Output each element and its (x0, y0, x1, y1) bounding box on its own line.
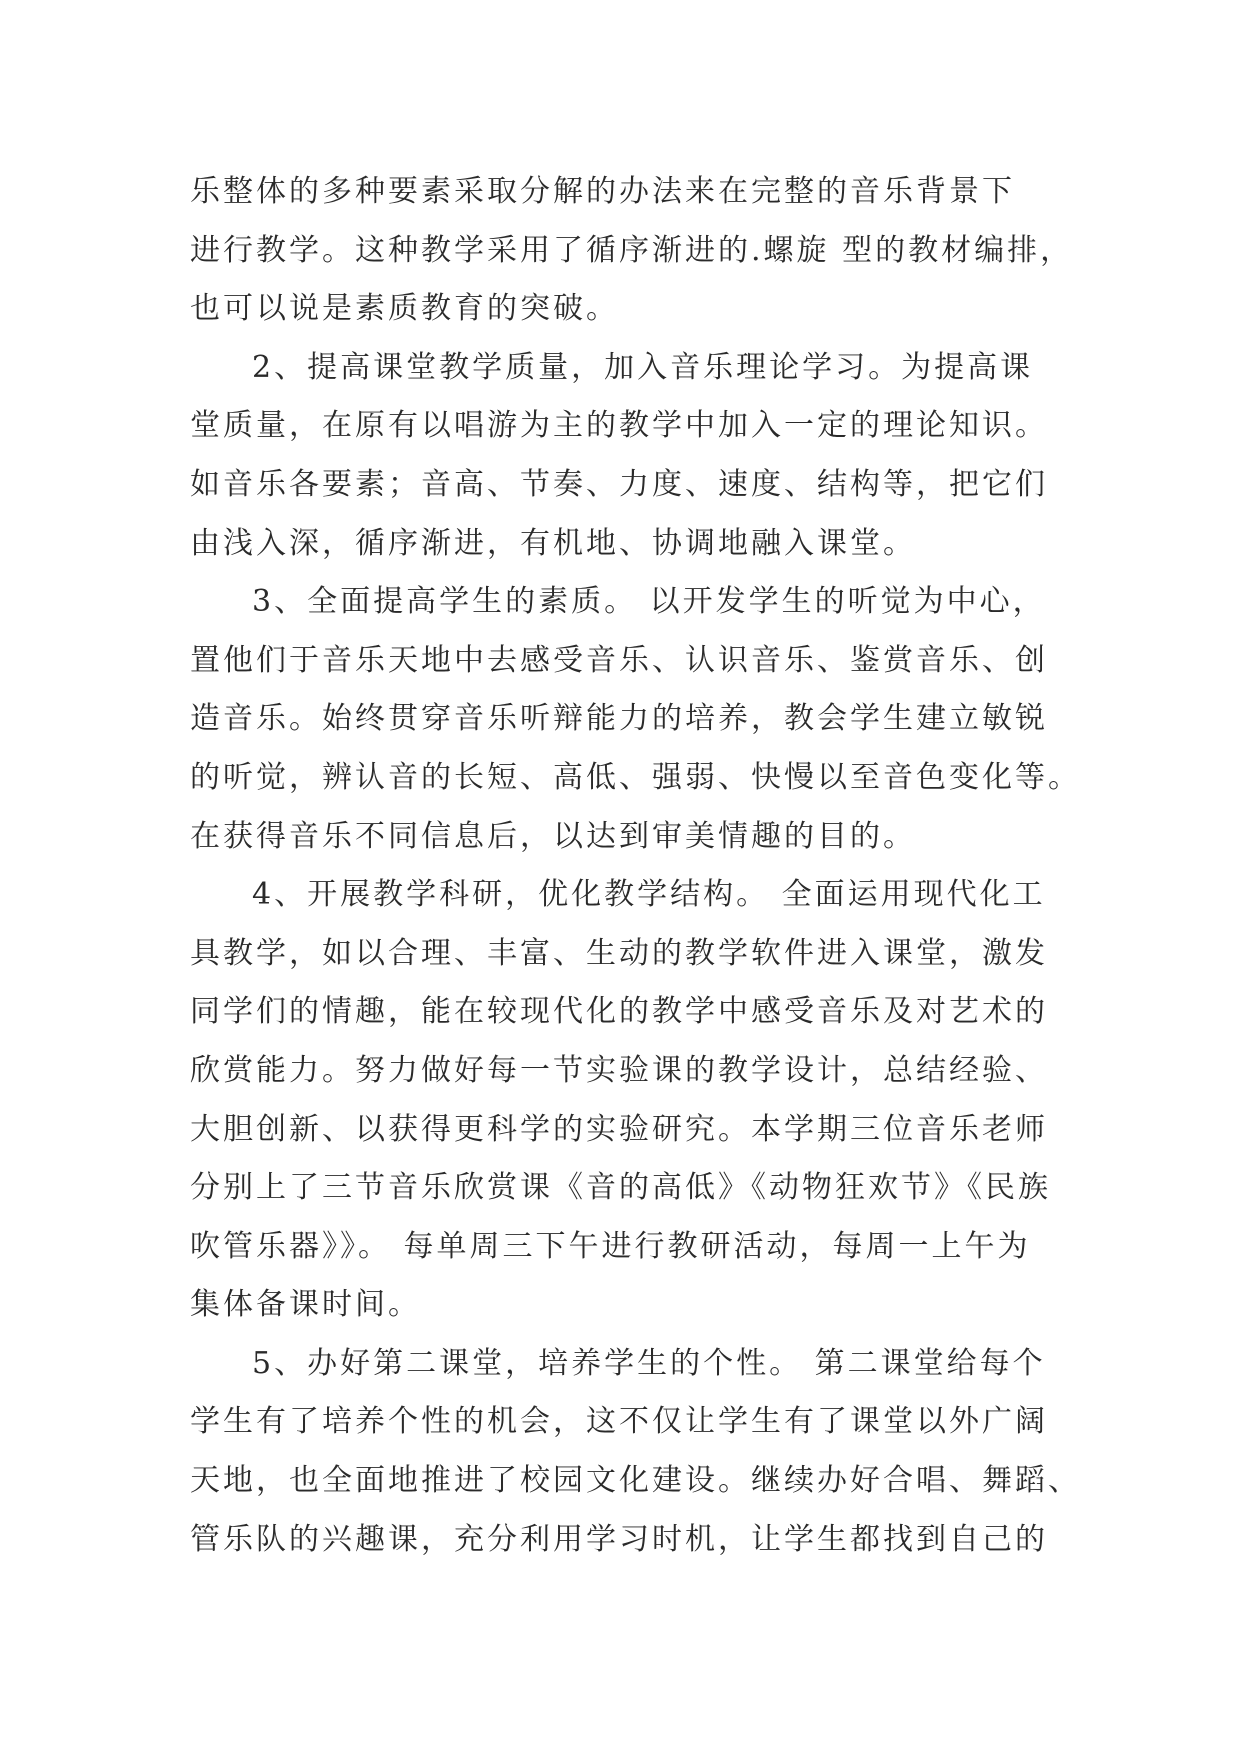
text-line: 5、办好第二课堂，培养学生的个性。 第二课堂给每个 (252, 1345, 1046, 1381)
text-line: 造音乐。始终贯穿音乐听辩能力的培养，教会学生建立敏锐 (190, 701, 1048, 737)
text-line: 吹管乐器》》。 每单周三下午进行教研活动，每周一上午为 (190, 1228, 1031, 1264)
text-line: 欣赏能力。努力做好每一节实验课的教学设计，总结经验、 (190, 1052, 1048, 1088)
text-line: 具教学，如以合理、丰富、生动的教学软件进入课堂，激发 (190, 935, 1048, 971)
text-line: 2、提高课堂教学质量，加入音乐理论学习。为提高课 (252, 349, 1034, 385)
text-line: 大胆创新、以获得更科学的实验研究。本学期三位音乐老师 (190, 1111, 1048, 1147)
text-line: 在获得音乐不同信息后，以达到审美情趣的目的。 (190, 818, 916, 854)
text-line: 天地，也全面地推进了校园文化建设。继续办好合唱、舞蹈、 (190, 1463, 1081, 1499)
text-line: 同学们的情趣，能在较现代化的教学中感受音乐及对艺术的 (190, 994, 1048, 1030)
text-line: 分别上了三节音乐欣赏课《音的高低》《动物狂欢节》《民族 (190, 1170, 1051, 1206)
text-line: 4、开展教学科研，优化教学结构。 全面运用现代化工 (252, 877, 1046, 913)
document-body (190, 163, 1090, 1569)
text-line: 进行教学。这种教学采用了循序渐进的.螺旋 型的教材编排， (190, 232, 1074, 268)
text-line: 堂质量，在原有以唱游为主的教学中加入一定的理论知识。 (190, 408, 1048, 444)
text-line: 学生有了培养个性的机会，这不仅让学生有了课堂以外广阔 (190, 1404, 1048, 1440)
text-line: 管乐队的兴趣课，充分利用学习时机，让学生都找到自己的 (190, 1521, 1048, 1557)
text-line: 3、全面提高学生的素质。 以开发学生的听觉为中心， (252, 584, 1046, 620)
text-line: 由浅入深，循序渐进，有机地、协调地融入课堂。 (190, 525, 916, 561)
text-line: 也可以说是素质教育的突破。 (190, 291, 619, 327)
text-line: 的听觉，辨认音的长短、高低、强弱、快慢以至音色变化等。 (190, 759, 1081, 795)
text-line: 如音乐各要素；音高、节奏、力度、速度、结构等，把它们 (190, 466, 1048, 502)
text-line: 置他们于音乐天地中去感受音乐、认识音乐、鉴赏音乐、创 (190, 642, 1048, 678)
text-line: 集体备课时间。 (190, 1287, 421, 1323)
text-line: 乐整体的多种要素采取分解的办法来在完整的音乐背景下 (190, 174, 1015, 209)
